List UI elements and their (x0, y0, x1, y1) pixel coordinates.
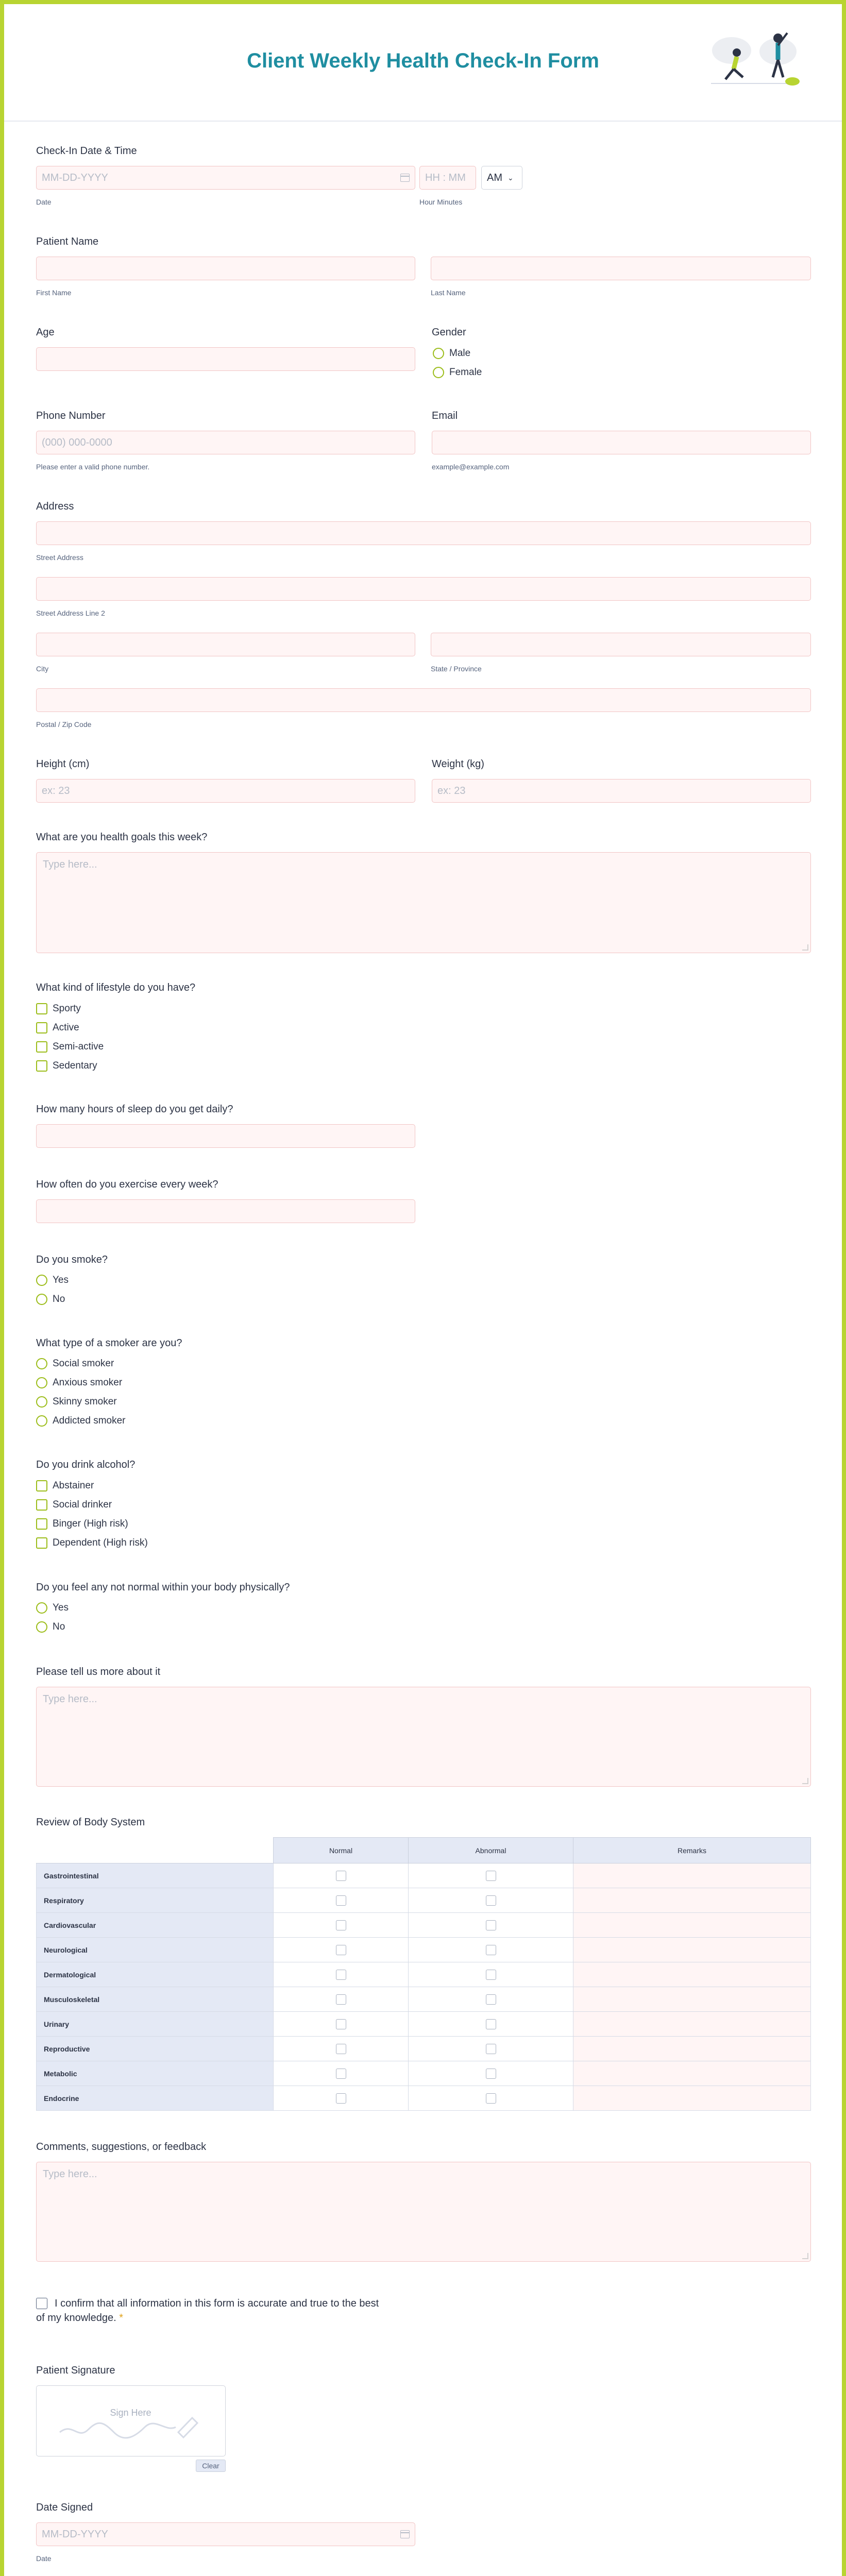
age-label: Age (36, 327, 55, 338)
sleep-label: How many hours of sleep do you get daily? (36, 1104, 233, 1115)
option-label: Dependent (High risk) (53, 1537, 148, 1548)
option-label: Binger (High risk) (53, 1518, 128, 1529)
confirm-line1: I confirm that all information in this form is accurate and true to the best (55, 2298, 379, 2309)
option-label: Semi-active (53, 1041, 104, 1052)
table-row (37, 1913, 811, 1938)
checkbox-icon[interactable] (36, 1022, 47, 1033)
checkbox-icon[interactable] (336, 2044, 346, 2054)
checkbox-icon[interactable] (36, 1518, 47, 1530)
remarks-input[interactable] (573, 1938, 811, 1962)
option-label: Active (53, 1022, 79, 1033)
lifestyle-option-active[interactable] (36, 1022, 79, 1033)
sleep-input[interactable] (36, 1124, 415, 1148)
table-row (37, 2012, 811, 2037)
remarks-input[interactable] (573, 2012, 811, 2037)
signature-hint: Sign Here (110, 2408, 151, 2418)
smoke-label: Do you smoke? (36, 1254, 108, 1265)
radio-icon[interactable] (36, 1294, 47, 1305)
zip-input[interactable] (36, 688, 811, 712)
option-label: Abstainer (53, 1480, 94, 1491)
alcohol-option-abstainer[interactable] (36, 1480, 94, 1492)
review-col-normal: Normal (274, 1838, 409, 1863)
health-goals-placeholder: Type here... (43, 859, 97, 870)
checkbox-icon[interactable] (36, 1060, 47, 1072)
table-row (37, 2086, 811, 2111)
radio-icon[interactable] (36, 1415, 47, 1427)
phone-placeholder: (000) 000-0000 (42, 436, 112, 448)
checkbox-icon[interactable] (486, 1945, 496, 1955)
last-name-sub: Last Name (431, 289, 466, 297)
checkbox-icon[interactable] (486, 2093, 496, 2104)
checkbox-icon[interactable] (36, 1499, 47, 1511)
abnormal-cell[interactable] (409, 1913, 573, 1938)
smoker-type-option-anxious[interactable] (36, 1377, 122, 1388)
street-input[interactable] (36, 521, 811, 545)
normal-cell[interactable] (274, 2061, 409, 2086)
radio-icon[interactable] (433, 367, 444, 378)
smoker-type-option-addicted[interactable] (36, 1415, 126, 1427)
row-label: Musculoskeletal (37, 1987, 274, 2012)
checkbox-icon[interactable] (336, 1871, 346, 1881)
option-label: Skinny smoker (53, 1396, 117, 1407)
row-label: Reproductive (37, 2037, 274, 2061)
form-title: Client Weekly Health Check-In Form (247, 49, 599, 72)
gender-option-male[interactable] (433, 348, 470, 359)
abnormal-cell[interactable] (409, 1863, 573, 1888)
weight-placeholder: ex: 23 (437, 785, 466, 796)
ampm-value: AM (487, 172, 502, 183)
lifestyle-option-semi-active[interactable] (36, 1041, 104, 1053)
table-row (37, 1938, 811, 1962)
patient-name-label: Patient Name (36, 236, 99, 247)
checkbox-icon[interactable] (486, 2069, 496, 2079)
exercise-label: How often do you exercise every week? (36, 1179, 218, 1190)
abnormal-cell[interactable] (409, 2086, 573, 2111)
tell-more-textarea[interactable] (36, 1687, 811, 1787)
signature-squiggle-icon (57, 2412, 207, 2443)
option-label: Addicted smoker (53, 1415, 126, 1426)
checkbox-icon[interactable] (36, 1041, 47, 1053)
tell-more-label: Please tell us more about it (36, 1666, 161, 1677)
normal-cell[interactable] (274, 1913, 409, 1938)
height-label: Height (cm) (36, 758, 90, 770)
radio-icon[interactable] (36, 1621, 47, 1633)
radio-icon[interactable] (36, 1358, 47, 1369)
normal-cell[interactable] (274, 1938, 409, 1962)
review-col-remarks: Remarks (573, 1838, 811, 1863)
phone-label: Phone Number (36, 410, 106, 421)
date-signed-placeholder: MM-DD-YYYY (42, 2528, 108, 2540)
email-input[interactable] (432, 431, 811, 454)
phone-sub: Please enter a valid phone number. (36, 463, 150, 471)
option-label: Yes (53, 1602, 69, 1613)
normal-cell[interactable] (274, 1987, 409, 2012)
address-label: Address (36, 501, 74, 512)
table-row (37, 2061, 811, 2086)
checkbox-icon[interactable] (336, 1994, 346, 2005)
remarks-input[interactable] (573, 2037, 811, 2061)
checkbox-icon[interactable] (336, 2093, 346, 2104)
calendar-icon[interactable] (400, 174, 410, 182)
checkbox-icon[interactable] (336, 1945, 346, 1955)
health-goals-label: What are you health goals this week? (36, 832, 208, 843)
remarks-input[interactable] (573, 1863, 811, 1888)
abnormal-label: Do you feel any not normal within your body physically? (36, 1582, 290, 1593)
abnormal-cell[interactable] (409, 1987, 573, 2012)
row-label: Neurological (37, 1938, 274, 1962)
row-label: Dermatological (37, 1962, 274, 1987)
radio-icon[interactable] (36, 1602, 47, 1614)
comments-textarea[interactable] (36, 2162, 811, 2262)
checkin-time-sub: Hour Minutes (419, 198, 463, 206)
resize-handle-icon[interactable] (802, 944, 808, 951)
checkbox-icon[interactable] (486, 2019, 496, 2029)
checkin-date-placeholder: MM-DD-YYYY (42, 172, 108, 183)
normal-cell[interactable] (274, 2012, 409, 2037)
abnormal-cell[interactable] (409, 1888, 573, 1913)
abnormal-cell[interactable] (409, 2037, 573, 2061)
table-row (37, 1962, 811, 1987)
street2-input[interactable] (36, 577, 811, 601)
checkbox-icon[interactable] (336, 1895, 346, 1906)
tell-more-placeholder: Type here... (43, 1693, 97, 1705)
date-signed-sub: Date (36, 2554, 52, 2563)
option-label: Social drinker (53, 1499, 112, 1510)
state-sub: State / Province (431, 665, 482, 673)
checkin-label: Check-In Date & Time (36, 145, 137, 157)
abnormal-cell[interactable] (409, 1938, 573, 1962)
remarks-input[interactable] (573, 1913, 811, 1938)
abnormal-option-yes[interactable] (36, 1602, 69, 1614)
review-label: Review of Body System (36, 1817, 145, 1828)
remarks-input[interactable] (573, 2086, 811, 2111)
gender-option-female[interactable] (433, 367, 482, 378)
abnormal-cell[interactable] (409, 1962, 573, 1987)
lifestyle-option-sporty[interactable] (36, 1003, 81, 1014)
option-label: Female (449, 367, 482, 378)
checkbox-icon[interactable] (486, 1994, 496, 2005)
checkbox-icon[interactable] (336, 2019, 346, 2029)
review-corner (37, 1838, 274, 1863)
review-col-abnormal: Abnormal (409, 1838, 573, 1863)
resize-handle-icon[interactable] (802, 2253, 808, 2259)
exercise-input[interactable] (36, 1199, 415, 1223)
comments-placeholder: Type here... (43, 2168, 97, 2180)
table-row (37, 2037, 811, 2061)
normal-cell[interactable] (274, 2086, 409, 2111)
smoker-type-option-skinny[interactable] (36, 1396, 117, 1408)
option-label: No (53, 1294, 65, 1304)
signature-label: Patient Signature (36, 2365, 115, 2376)
phone-input[interactable] (36, 431, 415, 454)
table-row (37, 1863, 811, 1888)
checkbox-icon[interactable] (336, 1970, 346, 1980)
table-row (37, 1987, 811, 2012)
alcohol-option-dependent[interactable] (36, 1537, 148, 1549)
ampm-select[interactable] (481, 166, 522, 190)
abnormal-cell[interactable] (409, 2012, 573, 2037)
smoke-option-yes[interactable] (36, 1275, 69, 1286)
checkbox-icon[interactable] (486, 1920, 496, 1930)
confirm-line2: of my knowledge. (36, 2312, 116, 2324)
checkbox-icon[interactable] (486, 2044, 496, 2054)
height-placeholder: ex: 23 (42, 785, 70, 796)
checkin-time-input[interactable] (419, 166, 476, 190)
required-asterisk: * (119, 2312, 123, 2324)
weight-label: Weight (kg) (432, 758, 484, 770)
zip-sub: Postal / Zip Code (36, 720, 92, 728)
checkbox-icon[interactable] (336, 1920, 346, 1930)
checkbox-icon[interactable] (486, 1970, 496, 1980)
row-label: Gastrointestinal (37, 1863, 274, 1888)
radio-icon[interactable] (36, 1275, 47, 1286)
fitness-illustration-icon (701, 30, 804, 92)
confirm-checkbox[interactable] (36, 2298, 47, 2309)
checkbox-icon[interactable] (486, 1895, 496, 1906)
radio-icon[interactable] (36, 1396, 47, 1408)
date-signed-label: Date Signed (36, 2502, 93, 2513)
row-label: Respiratory (37, 1888, 274, 1913)
first-name-sub: First Name (36, 289, 72, 297)
remarks-input[interactable] (573, 2061, 811, 2086)
calendar-icon[interactable] (400, 2530, 410, 2538)
age-input[interactable] (36, 347, 415, 371)
city-sub: City (36, 665, 49, 673)
table-row (37, 1888, 811, 1913)
option-label: Sedentary (53, 1060, 97, 1071)
normal-cell[interactable] (274, 2037, 409, 2061)
last-name-input[interactable] (431, 257, 811, 280)
state-input[interactable] (431, 633, 811, 656)
checkbox-icon[interactable] (36, 1480, 47, 1492)
remarks-input[interactable] (573, 1888, 811, 1913)
option-label: No (53, 1621, 65, 1632)
abnormal-cell[interactable] (409, 2061, 573, 2086)
street2-sub: Street Address Line 2 (36, 609, 105, 617)
normal-cell[interactable] (274, 1962, 409, 1987)
option-label: Anxious smoker (53, 1377, 123, 1388)
lifestyle-label: What kind of lifestyle do you have? (36, 982, 196, 993)
checkbox-icon[interactable] (486, 1871, 496, 1881)
comments-label: Comments, suggestions, or feedback (36, 2141, 207, 2153)
checkin-time-placeholder: HH : MM (425, 172, 466, 183)
radio-icon[interactable] (36, 1377, 47, 1388)
checkbox-icon[interactable] (36, 1003, 47, 1014)
option-label: Social smoker (53, 1358, 114, 1369)
option-label: Sporty (53, 1003, 81, 1014)
health-goals-textarea[interactable] (36, 852, 811, 953)
remarks-input[interactable] (573, 1987, 811, 2012)
date-signed-input[interactable] (36, 2522, 415, 2546)
row-label: Cardiovascular (37, 1913, 274, 1938)
option-label: Male (449, 348, 471, 359)
row-label: Metabolic (37, 2061, 274, 2086)
checkbox-icon[interactable] (336, 2069, 346, 2079)
weight-input[interactable] (432, 779, 811, 803)
street-sub: Street Address (36, 553, 83, 562)
email-label: Email (432, 410, 458, 421)
smoker-type-option-social[interactable] (36, 1358, 114, 1369)
alcohol-label: Do you drink alcohol? (36, 1459, 136, 1470)
option-label: Yes (53, 1275, 69, 1285)
normal-cell[interactable] (274, 1863, 409, 1888)
resize-handle-icon[interactable] (802, 1778, 808, 1784)
confirm-line2-wrap (36, 2312, 123, 2324)
row-label: Urinary (37, 2012, 274, 2037)
checkbox-icon[interactable] (36, 1537, 47, 1549)
email-sub: example@example.com (432, 463, 510, 471)
checkin-date-input[interactable] (36, 166, 415, 190)
smoke-option-no[interactable] (36, 1294, 65, 1305)
abnormal-option-no[interactable] (36, 1621, 65, 1633)
smoker-type-label: What type of a smoker are you? (36, 1337, 182, 1349)
signature-pad[interactable] (36, 2385, 226, 2456)
chevron-down-icon: ⌄ (507, 173, 514, 182)
alcohol-option-binger[interactable] (36, 1518, 128, 1530)
normal-cell[interactable] (274, 1888, 409, 1913)
review-table (36, 1837, 811, 2111)
checkin-date-sub: Date (36, 198, 52, 206)
gender-label: Gender (432, 327, 466, 338)
alcohol-option-social[interactable] (36, 1499, 112, 1511)
city-input[interactable] (36, 633, 415, 656)
remarks-input[interactable] (573, 1962, 811, 1987)
row-label: Endocrine (37, 2086, 274, 2111)
radio-icon[interactable] (433, 348, 444, 359)
lifestyle-option-sedentary[interactable] (36, 1060, 97, 1072)
height-input[interactable] (36, 779, 415, 803)
signature-clear-button[interactable]: Clear (196, 2460, 226, 2472)
first-name-input[interactable] (36, 257, 415, 280)
